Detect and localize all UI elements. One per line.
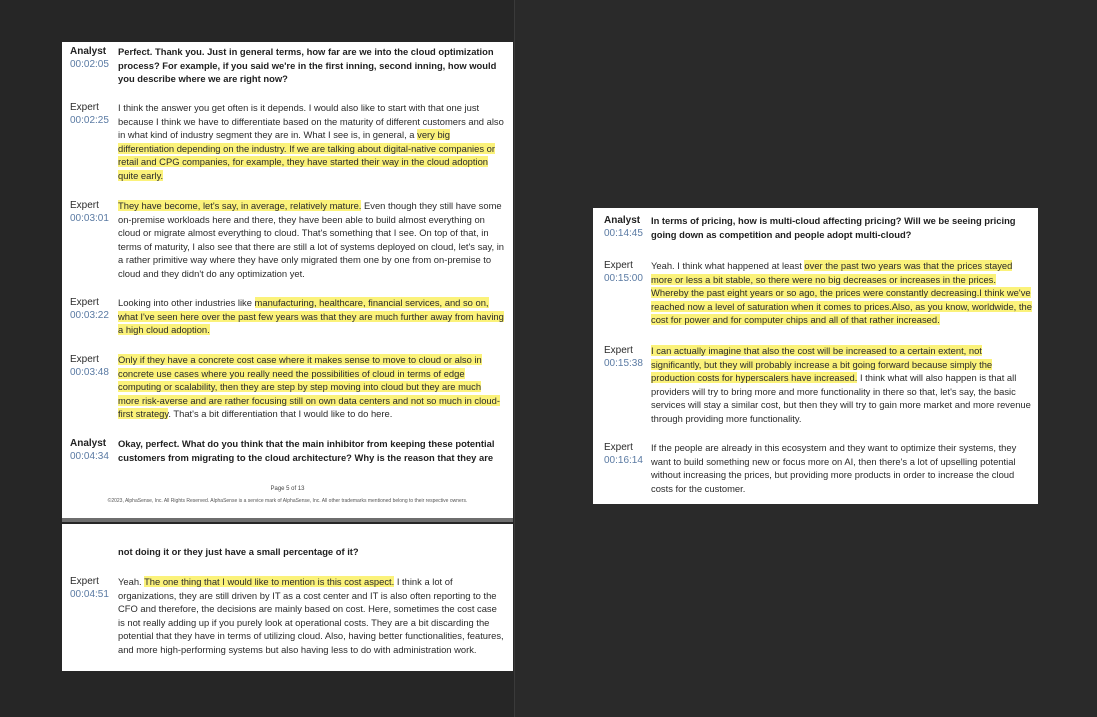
timestamp: 00:15:00 — [604, 273, 643, 285]
speaker-role: Analyst — [604, 215, 641, 226]
speaker-label — [70, 101, 115, 128]
highlighted-text[interactable]: I can actually imagine that also the cost will be increased to a certain extent, not significantly, but they will probably increase a bit going forward because simply the production costs for hyperscalers have increased. — [651, 345, 993, 384]
speaker-label — [70, 437, 115, 464]
timestamp: 00:04:51 — [70, 589, 109, 601]
timestamp: 00:03:22 — [70, 310, 109, 322]
speaker-label — [70, 575, 115, 602]
entry-text — [118, 437, 504, 464]
speaker-role: Expert — [70, 576, 99, 587]
transcript-page-excerpt — [593, 208, 1038, 504]
text-segment: I think what will also happen is that all providers will try to bring more and more functionality in there so that, let's say, the basic services will stay a similar cost, but then they will try to gain more market and more revenue through providing more functionality. — [651, 372, 1031, 424]
text-segment: Okay, perfect. What do you think that the main inhibitor from keeping these potential customers from migrating to the cloud architecture? Why is the reason that they are — [118, 438, 495, 463]
text-segment: I think the answer you get often is it depends. I would also like to start with that one just because I think we have to differentiate based on the maturity of different customers and also in what kind of industry segment they are in. What I see is, in general, a — [118, 102, 504, 141]
speaker-label — [70, 296, 115, 323]
page-separator — [62, 518, 513, 522]
speaker-label — [604, 344, 649, 371]
entry-text — [651, 259, 1033, 327]
speaker-label — [604, 441, 649, 468]
text-segment: . That's a bit differentiation that I would like to do here. — [168, 408, 393, 420]
speaker-label — [604, 214, 649, 241]
entry-text — [651, 441, 1033, 495]
highlighted-text[interactable]: The one thing that I would like to mention is this cost aspect. — [144, 576, 395, 587]
speaker-role: Expert — [604, 442, 633, 453]
text-segment: Even though they still have some on-premise workloads here and there, they have been able to build almost everything on cloud or migrate almost everything to cloud. That's something that I see. On top of that, in terms of maturity, I also see that there are still a lot of systems deployed on cloud, let's say, in a rather primitive way where they have only migrated them one by one from on-premise to cloud and they didn't do any optimization yet. — [118, 200, 504, 279]
highlighted-text[interactable]: They have become, let's say, in average, relatively mature. — [118, 200, 362, 211]
entry-text — [118, 199, 504, 281]
highlighted-text[interactable]: very big differentiation depending on the industry. If we are talking about digital-native companies or retail and CPG companies, for example, they have started their way in the cloud adoption quite early. — [118, 129, 495, 181]
entry-text — [118, 101, 504, 183]
highlighted-text[interactable]: Only if they have a concrete cost case where it makes sense to move to cloud or also in concrete use cases where you really need the possibilities of cloud in terms of edge computing or scalability, then they are step by step moving into cloud but they are much more risk-averse and are rather focusing still on own data centers and not so much in cloud-first strategy — [118, 354, 500, 420]
text-segment: Perfect. Thank you. Just in general terms, how far are we into the cloud optimization process? For example, if you said we're in the first inning, second inning, how would you describe where we are right now? — [118, 46, 497, 85]
text-segment: Looking into other industries like — [118, 297, 255, 308]
speaker-label — [70, 45, 115, 72]
speaker-label — [70, 353, 115, 380]
speaker-role: Expert — [604, 260, 633, 271]
speaker-role: Analyst — [70, 46, 107, 57]
timestamp: 00:15:38 — [604, 358, 643, 370]
page-number: Page 5 of 13 — [270, 486, 305, 492]
entry-text — [118, 575, 504, 657]
timestamp: 00:16:14 — [604, 455, 643, 467]
transcript-page-5 — [62, 42, 513, 518]
speaker-role: Expert — [604, 345, 633, 356]
text-segment: I think a lot of organizations, they are still driven by IT as a cost center and IT is also often reporting to the CFO and therefore, the decisions are mainly based on cost. Here, sometimes the cost case is not really adding up if you purely look at operational costs. They are a bit discarding the potential that they have in terms of utilizing cloud. Also, having better functionalities, features, and more high-performing systems but also having less to do with administration work. — [118, 576, 504, 655]
text-segment: In terms of pricing, how is multi-cloud affecting pricing? Will we be seeing pricing going down as competition and people adopt multi-cloud? — [651, 215, 1016, 240]
continued-question: not doing it or they just have a small percentage of it? — [118, 546, 359, 557]
entry-text — [118, 353, 504, 421]
timestamp: 00:02:25 — [70, 115, 109, 127]
text-segment: Yeah. I think what happened at least — [651, 260, 805, 271]
speaker-label — [70, 199, 115, 226]
speaker-label — [604, 259, 649, 286]
timestamp: 00:14:45 — [604, 228, 643, 240]
text-segment: Yeah. — [118, 576, 145, 587]
entry-text — [651, 344, 1033, 426]
speaker-role: Expert — [70, 297, 99, 308]
copyright-notice: ©2023, AlphaSense, Inc. All Rights Reserved. AlphaSense is a service mark of AlphaSense, Inc. All other trademarks mentioned belong to their respective owners. — [107, 498, 468, 504]
highlighted-text[interactable]: manufacturing, healthcare, financial services, and so on, what I've seen here over the past few years was that they are much further away from having a high cloud adoption. — [118, 297, 504, 336]
timestamp: 00:03:01 — [70, 213, 109, 225]
entry-text — [118, 45, 504, 86]
speaker-role: Expert — [70, 102, 99, 113]
transcript-page-6 — [62, 524, 513, 671]
speaker-role: Expert — [70, 354, 99, 365]
timestamp: 00:03:48 — [70, 367, 109, 379]
entry-text — [118, 296, 504, 337]
highlighted-text[interactable]: over the past two years was that the prices stayed more or less a bit stable, so there were no big decreases or increases in the prices. Whereby the past eight years or so ago, the prices were constantly decreasing.I think we've reached now a level of saturation when it comes to prices.Also, as you know, worldwide, the cost for power and for computer chips and all of that rather increased. — [651, 260, 1032, 326]
entry-text — [651, 214, 1033, 241]
speaker-role: Analyst — [70, 438, 107, 449]
timestamp: 00:04:34 — [70, 451, 109, 463]
text-segment: If the people are already in this ecosystem and they want to optimize their systems, they want to build something new or focus more on AI, then there's a lot of upselling potential without increasing the prices, but providing more products in order to increase the cloud costs for the customer. — [651, 442, 1017, 494]
timestamp: 00:02:05 — [70, 59, 109, 71]
speaker-role: Expert — [70, 200, 99, 211]
